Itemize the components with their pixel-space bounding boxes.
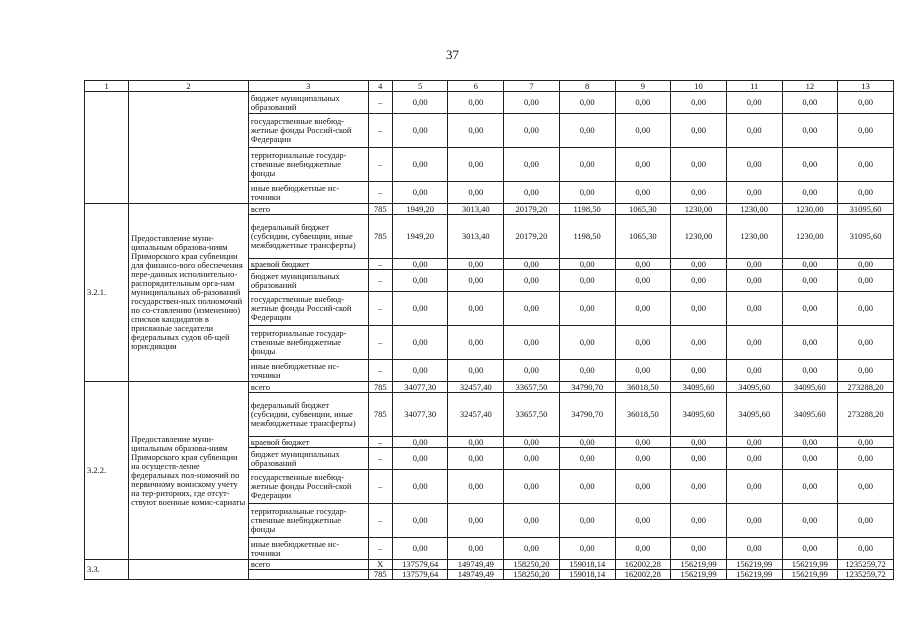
amount-cell: 0,00 xyxy=(392,92,448,114)
amount-cell: 0,00 xyxy=(838,448,894,470)
funding-source: иные внебюджетные ис-точники xyxy=(248,182,368,204)
amount-cell: 0,00 xyxy=(392,448,448,470)
amount-cell: 0,00 xyxy=(671,437,727,448)
amount-cell: 20179,20 xyxy=(504,215,560,259)
amount-cell: 0,00 xyxy=(392,270,448,292)
table-row xyxy=(85,382,894,393)
amount-cell: 0,00 xyxy=(838,360,894,382)
amount-cell: 0,00 xyxy=(782,448,838,470)
amount-cell: 0,00 xyxy=(392,114,448,148)
amount-cell: 162002,28 xyxy=(615,560,671,570)
funding-source: всего xyxy=(248,382,368,393)
amount-cell: 273288,20 xyxy=(838,393,894,437)
budget-code: – xyxy=(368,259,392,270)
amount-cell: 0,00 xyxy=(838,114,894,148)
budget-code: 785 xyxy=(368,393,392,437)
column-header: 12 xyxy=(782,81,838,92)
amount-cell: 1230,00 xyxy=(782,204,838,215)
amount-cell: 0,00 xyxy=(448,92,504,114)
amount-cell: 0,00 xyxy=(671,504,727,538)
table-row xyxy=(85,204,894,215)
budget-code: 785 xyxy=(368,204,392,215)
amount-cell: 0,00 xyxy=(671,92,727,114)
amount-cell: 0,00 xyxy=(559,270,615,292)
item-description xyxy=(129,560,249,580)
item-description: Предоставление муни-ципальным образова-ниям Приморского края субвенции на осуществ-ление федеральных пол-номочий по первичному воинскому учету на тер-риториях, где отсут-ствуют военные комис-сариаты xyxy=(129,382,249,560)
amount-cell: 0,00 xyxy=(838,326,894,360)
funding-source: государственные внебюд-жетные фонды Россий-ской Федерации xyxy=(248,292,368,326)
amount-cell: 156219,99 xyxy=(782,560,838,570)
budget-code: – xyxy=(368,538,392,560)
amount-cell: 0,00 xyxy=(615,148,671,182)
amount-cell: 159018,14 xyxy=(559,560,615,570)
amount-cell: 0,00 xyxy=(392,292,448,326)
amount-cell: 0,00 xyxy=(392,148,448,182)
amount-cell: 0,00 xyxy=(838,259,894,270)
budget-code: – xyxy=(368,448,392,470)
amount-cell: 0,00 xyxy=(392,182,448,204)
item-number: 3.2.1. xyxy=(85,204,129,382)
amount-cell: 0,00 xyxy=(726,326,782,360)
funding-source: всего xyxy=(248,560,368,570)
amount-cell: 36018,50 xyxy=(615,393,671,437)
amount-cell: 1198,50 xyxy=(559,204,615,215)
amount-cell: 0,00 xyxy=(448,326,504,360)
amount-cell: 273288,20 xyxy=(838,382,894,393)
column-header: 1 xyxy=(85,81,129,92)
amount-cell: 0,00 xyxy=(615,538,671,560)
funding-source: краевой бюджет xyxy=(248,259,368,270)
amount-cell: 0,00 xyxy=(838,437,894,448)
funding-source: федеральный бюджет (субсидии, субвенции, иные межбюджетные трансферты) xyxy=(248,393,368,437)
amount-cell: 0,00 xyxy=(615,292,671,326)
amount-cell: 0,00 xyxy=(726,270,782,292)
amount-cell: 0,00 xyxy=(448,148,504,182)
amount-cell: 0,00 xyxy=(448,504,504,538)
amount-cell: 0,00 xyxy=(615,360,671,382)
amount-cell: 0,00 xyxy=(559,538,615,560)
amount-cell: 0,00 xyxy=(782,270,838,292)
budget-code: X xyxy=(368,560,392,570)
funding-source: государственные внебюд-жетные фонды Россий-ской Федерации xyxy=(248,470,368,504)
amount-cell: 0,00 xyxy=(726,182,782,204)
amount-cell: 0,00 xyxy=(726,360,782,382)
amount-cell: 0,00 xyxy=(559,292,615,326)
amount-cell: 0,00 xyxy=(448,182,504,204)
amount-cell: 0,00 xyxy=(838,292,894,326)
amount-cell: 1230,00 xyxy=(671,204,727,215)
budget-code: – xyxy=(368,437,392,448)
amount-cell: 34095,60 xyxy=(671,393,727,437)
amount-cell: 0,00 xyxy=(504,470,560,504)
amount-cell: 34790,70 xyxy=(559,382,615,393)
amount-cell: 0,00 xyxy=(504,259,560,270)
amount-cell: 0,00 xyxy=(726,448,782,470)
amount-cell: 0,00 xyxy=(671,292,727,326)
amount-cell: 32457,40 xyxy=(448,393,504,437)
amount-cell: 0,00 xyxy=(559,437,615,448)
amount-cell: 0,00 xyxy=(782,259,838,270)
column-header: 3 xyxy=(248,81,368,92)
amount-cell: 31095,60 xyxy=(838,204,894,215)
amount-cell: 1230,00 xyxy=(782,215,838,259)
amount-cell: 0,00 xyxy=(448,360,504,382)
amount-cell: 0,00 xyxy=(782,92,838,114)
amount-cell: 0,00 xyxy=(392,360,448,382)
amount-cell: 0,00 xyxy=(615,270,671,292)
amount-cell: 0,00 xyxy=(615,92,671,114)
amount-cell: 0,00 xyxy=(559,92,615,114)
budget-code: – xyxy=(368,326,392,360)
amount-cell: 0,00 xyxy=(504,182,560,204)
amount-cell: 0,00 xyxy=(838,504,894,538)
amount-cell: 0,00 xyxy=(559,114,615,148)
amount-cell: 0,00 xyxy=(448,470,504,504)
amount-cell: 0,00 xyxy=(559,448,615,470)
budget-code: – xyxy=(368,148,392,182)
amount-cell: 0,00 xyxy=(671,148,727,182)
funding-source: территориальные государ-ственные внебюджетные фонды xyxy=(248,148,368,182)
amount-cell: 0,00 xyxy=(838,182,894,204)
amount-cell: 0,00 xyxy=(559,182,615,204)
amount-cell: 0,00 xyxy=(392,437,448,448)
column-header: 2 xyxy=(129,81,249,92)
amount-cell: 0,00 xyxy=(559,504,615,538)
funding-source: иные внебюджетные ис-точники xyxy=(248,538,368,560)
amount-cell: 34077,30 xyxy=(392,382,448,393)
amount-cell: 34077,30 xyxy=(392,393,448,437)
amount-cell: 0,00 xyxy=(504,538,560,560)
amount-cell: 0,00 xyxy=(782,114,838,148)
item-number xyxy=(85,92,129,204)
amount-cell: 1230,00 xyxy=(726,204,782,215)
amount-cell: 0,00 xyxy=(504,114,560,148)
amount-cell: 156219,99 xyxy=(671,560,727,570)
amount-cell: 156219,99 xyxy=(726,570,782,580)
amount-cell: 34790,70 xyxy=(559,393,615,437)
funding-source: федеральный бюджет (субсидии, субвенции, иные межбюджетные трансферты) xyxy=(248,215,368,259)
amount-cell: 1230,00 xyxy=(726,215,782,259)
amount-cell: 0,00 xyxy=(504,326,560,360)
amount-cell: 0,00 xyxy=(671,360,727,382)
amount-cell: 0,00 xyxy=(782,538,838,560)
budget-code: 785 xyxy=(368,382,392,393)
amount-cell: 0,00 xyxy=(671,470,727,504)
amount-cell: 137579,64 xyxy=(392,570,448,580)
amount-cell: 156219,99 xyxy=(671,570,727,580)
amount-cell: 0,00 xyxy=(448,270,504,292)
funding-source: всего xyxy=(248,204,368,215)
amount-cell: 0,00 xyxy=(615,448,671,470)
amount-cell: 0,00 xyxy=(392,538,448,560)
amount-cell: 156219,99 xyxy=(782,570,838,580)
budget-code: – xyxy=(368,114,392,148)
amount-cell: 156219,99 xyxy=(726,560,782,570)
budget-code: – xyxy=(368,270,392,292)
table-row xyxy=(85,92,894,114)
amount-cell: 0,00 xyxy=(838,92,894,114)
amount-cell: 0,00 xyxy=(838,470,894,504)
budget-table xyxy=(84,80,894,580)
funding-source: бюджет муниципальных образований xyxy=(248,92,368,114)
amount-cell: 20179,20 xyxy=(504,204,560,215)
amount-cell: 0,00 xyxy=(726,504,782,538)
amount-cell: 34095,60 xyxy=(782,382,838,393)
amount-cell: 0,00 xyxy=(782,292,838,326)
amount-cell: 0,00 xyxy=(615,114,671,148)
column-header: 11 xyxy=(726,81,782,92)
amount-cell: 0,00 xyxy=(392,504,448,538)
amount-cell: 1198,50 xyxy=(559,215,615,259)
amount-cell: 0,00 xyxy=(726,259,782,270)
amount-cell: 159018,14 xyxy=(559,570,615,580)
amount-cell: 1235259,72 xyxy=(838,570,894,580)
amount-cell: 0,00 xyxy=(671,114,727,148)
amount-cell: 34095,60 xyxy=(671,382,727,393)
amount-cell: 0,00 xyxy=(671,538,727,560)
amount-cell: 137579,64 xyxy=(392,560,448,570)
column-header: 7 xyxy=(504,81,560,92)
amount-cell: 0,00 xyxy=(504,448,560,470)
amount-cell: 0,00 xyxy=(726,437,782,448)
amount-cell: 0,00 xyxy=(559,470,615,504)
amount-cell: 0,00 xyxy=(392,326,448,360)
amount-cell: 0,00 xyxy=(838,148,894,182)
amount-cell: 0,00 xyxy=(559,259,615,270)
page-number: 37 xyxy=(446,47,459,62)
budget-code: – xyxy=(368,92,392,114)
amount-cell: 33657,50 xyxy=(504,393,560,437)
amount-cell: 0,00 xyxy=(504,292,560,326)
table-body xyxy=(85,92,894,580)
amount-cell: 0,00 xyxy=(559,148,615,182)
amount-cell: 1235259,72 xyxy=(838,560,894,570)
amount-cell: 162002,28 xyxy=(615,570,671,580)
amount-cell: 0,00 xyxy=(671,259,727,270)
amount-cell: 0,00 xyxy=(615,437,671,448)
amount-cell: 0,00 xyxy=(448,448,504,470)
amount-cell: 0,00 xyxy=(615,259,671,270)
amount-cell: 0,00 xyxy=(448,114,504,148)
amount-cell: 0,00 xyxy=(448,292,504,326)
table-row xyxy=(85,560,894,570)
amount-cell: 0,00 xyxy=(392,470,448,504)
amount-cell: 149749,49 xyxy=(448,560,504,570)
amount-cell: 0,00 xyxy=(504,360,560,382)
amount-cell: 0,00 xyxy=(782,182,838,204)
amount-cell: 33657,50 xyxy=(504,382,560,393)
budget-code: 785 xyxy=(368,570,392,580)
amount-cell: 0,00 xyxy=(782,470,838,504)
item-description xyxy=(129,92,249,204)
amount-cell: 32457,40 xyxy=(448,382,504,393)
amount-cell: 34095,60 xyxy=(726,393,782,437)
amount-cell: 36018,50 xyxy=(615,382,671,393)
column-header: 6 xyxy=(448,81,504,92)
amount-cell: 0,00 xyxy=(726,114,782,148)
amount-cell: 0,00 xyxy=(504,437,560,448)
amount-cell: 0,00 xyxy=(448,538,504,560)
amount-cell: 0,00 xyxy=(782,437,838,448)
amount-cell: 0,00 xyxy=(838,538,894,560)
amount-cell: 0,00 xyxy=(559,360,615,382)
column-header: 13 xyxy=(838,81,894,92)
amount-cell: 0,00 xyxy=(726,470,782,504)
amount-cell: 3013,40 xyxy=(448,204,504,215)
item-number: 3.2.2. xyxy=(85,382,129,560)
amount-cell: 0,00 xyxy=(782,360,838,382)
amount-cell: 0,00 xyxy=(671,326,727,360)
amount-cell: 0,00 xyxy=(504,92,560,114)
budget-code: – xyxy=(368,470,392,504)
amount-cell: 0,00 xyxy=(504,504,560,538)
header-row xyxy=(85,81,894,92)
amount-cell: 1065,30 xyxy=(615,204,671,215)
amount-cell: 0,00 xyxy=(448,259,504,270)
amount-cell: 0,00 xyxy=(782,148,838,182)
amount-cell: 0,00 xyxy=(838,270,894,292)
amount-cell: 0,00 xyxy=(615,182,671,204)
amount-cell: 0,00 xyxy=(671,448,727,470)
amount-cell: 0,00 xyxy=(615,470,671,504)
amount-cell: 158250,20 xyxy=(504,570,560,580)
budget-code: – xyxy=(368,360,392,382)
amount-cell: 0,00 xyxy=(559,326,615,360)
funding-source: бюджет муниципальных образований xyxy=(248,270,368,292)
column-header: 4 xyxy=(368,81,392,92)
amount-cell: 0,00 xyxy=(671,182,727,204)
item-description: Предоставление муни-ципальным образова-ниям Приморского края субвенции для финансо-вого обеспечения пере-данных исполнительно-распорядительным орга-нам муниципальных об-разований государствен-ных полномочий по со-ставлению (изменению) списков кандидатов в присяжные заседатели федеральных судов об-щей юрисдикции xyxy=(129,204,249,382)
funding-source: государственные внебюд-жетные фонды Россий-ской Федерации xyxy=(248,114,368,148)
amount-cell: 0,00 xyxy=(448,437,504,448)
amount-cell: 0,00 xyxy=(782,326,838,360)
amount-cell: 1065,30 xyxy=(615,215,671,259)
funding-source: территориальные государ-ственные внебюджетные фонды xyxy=(248,504,368,538)
amount-cell: 0,00 xyxy=(671,270,727,292)
item-number: 3.3. xyxy=(85,560,129,580)
amount-cell: 0,00 xyxy=(615,326,671,360)
amount-cell: 0,00 xyxy=(392,259,448,270)
funding-source: бюджет муниципальных образований xyxy=(248,448,368,470)
budget-code: – xyxy=(368,182,392,204)
amount-cell: 1949,20 xyxy=(392,204,448,215)
amount-cell: 3013,40 xyxy=(448,215,504,259)
amount-cell: 1949,20 xyxy=(392,215,448,259)
amount-cell: 1230,00 xyxy=(671,215,727,259)
amount-cell: 34095,60 xyxy=(726,382,782,393)
amount-cell: 31095,60 xyxy=(838,215,894,259)
amount-cell: 0,00 xyxy=(782,504,838,538)
column-header: 10 xyxy=(671,81,727,92)
amount-cell: 0,00 xyxy=(615,504,671,538)
budget-code: – xyxy=(368,292,392,326)
amount-cell: 0,00 xyxy=(726,92,782,114)
amount-cell: 0,00 xyxy=(504,148,560,182)
amount-cell: 0,00 xyxy=(726,292,782,326)
column-header: 5 xyxy=(392,81,448,92)
amount-cell: 158250,20 xyxy=(504,560,560,570)
funding-source: краевой бюджет xyxy=(248,437,368,448)
budget-code: – xyxy=(368,504,392,538)
funding-source: территориальные государ-ственные внебюджетные фонды xyxy=(248,326,368,360)
column-header: 9 xyxy=(615,81,671,92)
amount-cell: 149749,49 xyxy=(448,570,504,580)
column-header: 8 xyxy=(559,81,615,92)
funding-source: иные внебюджетные ис-точники xyxy=(248,360,368,382)
budget-code: 785 xyxy=(368,215,392,259)
amount-cell: 0,00 xyxy=(726,538,782,560)
amount-cell: 0,00 xyxy=(726,148,782,182)
funding-source xyxy=(248,570,368,580)
amount-cell: 34095,60 xyxy=(782,393,838,437)
amount-cell: 0,00 xyxy=(504,270,560,292)
